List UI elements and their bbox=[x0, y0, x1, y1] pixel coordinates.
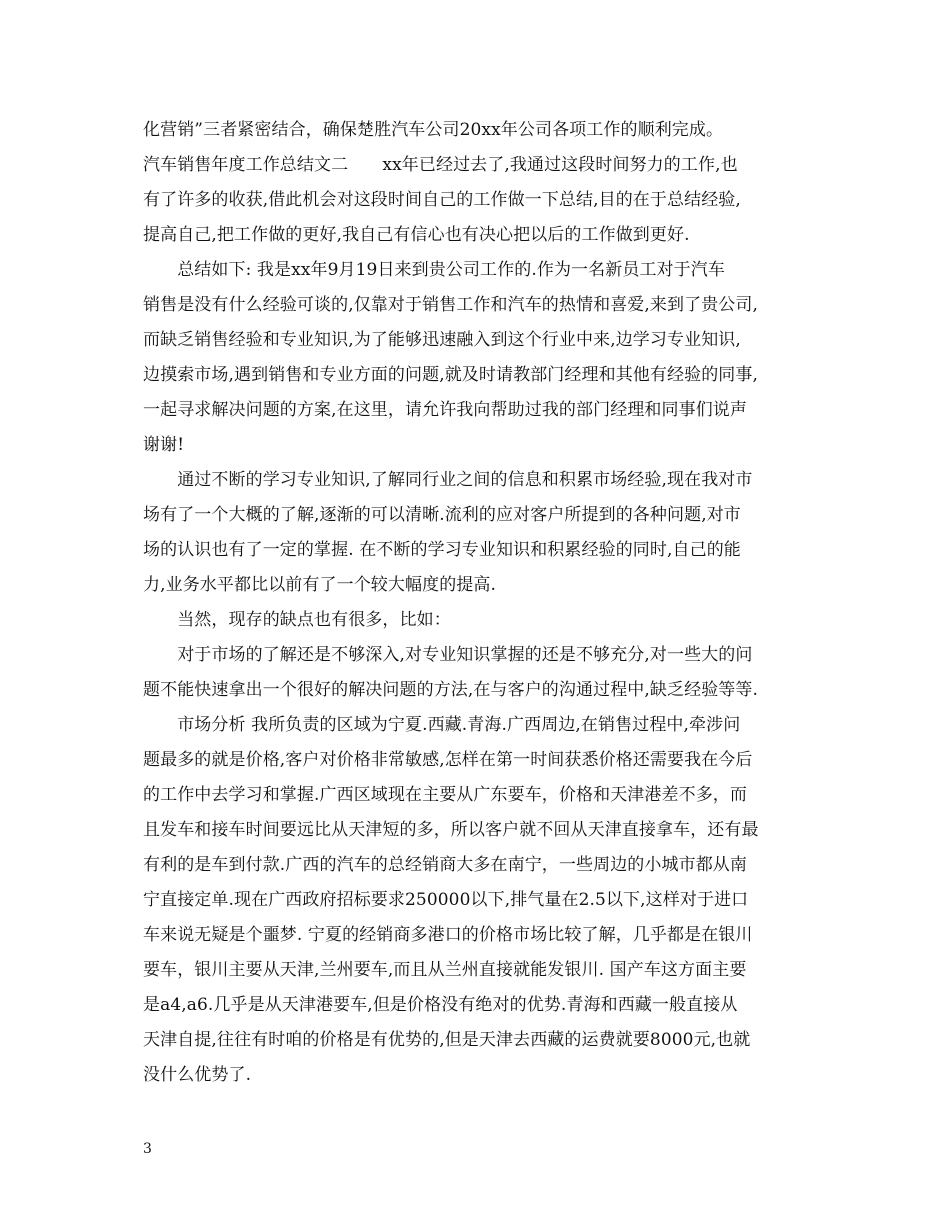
text-line: 的工作中去学习和掌握.广西区域现在主要从广东要车，价格和天津港差不多，而 bbox=[143, 785, 748, 805]
text-line: 没什么优势了. bbox=[143, 1065, 252, 1085]
text-line: 对于市场的了解还是不够深入,对专业知识掌握的还是不够充分,对一些大的问 bbox=[143, 645, 753, 665]
text-line: 谢谢! bbox=[143, 435, 185, 455]
text-line: 销售是没有什么经验可谈的,仅靠对于销售工作和汽车的热情和喜爱,来到了贵公司, bbox=[143, 295, 759, 315]
text-line: 市场分析 我所负责的区域为宁夏.西藏.青海.广西周边,在销售过程中,牵涉问 bbox=[143, 715, 741, 735]
text-line: 提高自己,把工作做的更好,我自己有信心也有决心把以后的工作做到更好. bbox=[143, 225, 690, 245]
text-line: 当然，现存的缺点也有很多，比如： bbox=[143, 610, 451, 630]
text-line: 且发车和接车时间要远比从天津短的多，所以客户就不回从天津直接拿车，还有最 bbox=[143, 820, 759, 840]
text-line: 车来说无疑是个噩梦. 宁夏的经销商多港口的价格市场比较了解，几乎都是在银川 bbox=[143, 925, 753, 945]
text-line: 场有了一个大概的了解,逐渐的可以清晰.流利的应对客户所提到的各种问题,对市 bbox=[143, 505, 741, 525]
text-line: 要车，银川主要从天津,兰州要车,而且从兰州直接就能发银川. 国产车这方面主要 bbox=[143, 960, 747, 980]
text-line: 题不能快速拿出一个很好的解决问题的方法,在与客户的沟通过程中,缺乏经验等等. bbox=[143, 680, 759, 700]
text-line: 化营销”三者紧密结合，确保楚胜汽车公司20xx年公司各项工作的顺利完成。 bbox=[143, 120, 724, 140]
text-line: 是a4,a6.几乎是从天津港要车,但是价格没有绝对的优势.青海和西藏一般直接从 bbox=[143, 995, 738, 1015]
text-line: 总结如下: 我是xx年9月19日来到贵公司工作的.作为一名新员工对于汽车 bbox=[143, 260, 725, 280]
text-line: 题最多的就是价格,客户对价格非常敏感,怎样在第一时间获悉价格还需要我在今后 bbox=[143, 750, 753, 770]
text-line: 场的认识也有了一定的掌握. 在不断的学习专业知识和积累经验的同时,自己的能 bbox=[143, 540, 741, 560]
text-line: 有了许多的收获,借此机会对这段时间自己的工作做一下总结,目的在于总结经验, bbox=[143, 190, 741, 210]
text-line: 一起寻求解决问题的方案,在这里，请允许我向帮助过我的部门经理和同事们说声 bbox=[143, 400, 748, 420]
text-line: 有利的是车到付款.广西的汽车的总经销商大多在南宁，一些周边的小城市都从南 bbox=[143, 855, 748, 875]
text-line: 边摸索市场,遇到销售和专业方面的问题,就及时请教部门经理和其他有经验的同事, bbox=[143, 365, 759, 385]
text-line: 天津自提,往往有时咱的价格是有优势的,但是天津去西藏的运费就要8000元,也就 bbox=[143, 1030, 751, 1050]
text-line: 力,业务水平都比以前有了一个较大幅度的提高. bbox=[143, 575, 497, 595]
text-line: 通过不断的学习专业知识,了解同行业之间的信息和积累市场经验,现在我对市 bbox=[143, 470, 753, 490]
text-line: 汽车销售年度工作总结文二 xx年已经过去了,我通过这段时间努力的工作,也 bbox=[143, 155, 738, 175]
page-number: 3 bbox=[143, 1141, 152, 1157]
text-line: 而缺乏销售经验和专业知识,为了能够迅速融入到这个行业中来,边学习专业知识, bbox=[143, 330, 741, 350]
text-line: 宁直接定单.现在广西政府招标要求250000以下,排气量在2.5以下,这样对于进口 bbox=[143, 890, 749, 910]
